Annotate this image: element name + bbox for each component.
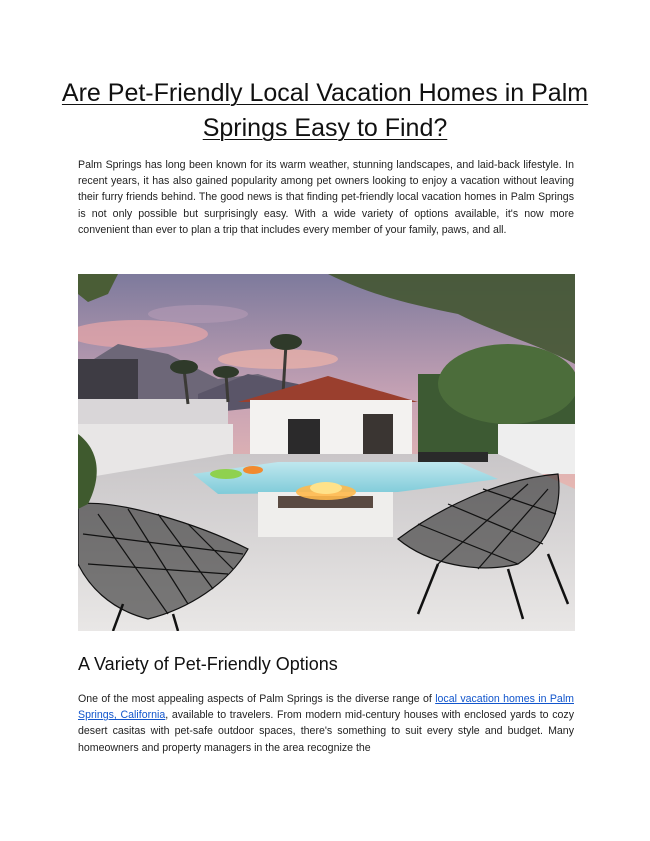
section-heading: A Variety of Pet-Friendly Options <box>78 654 338 674</box>
intro-paragraph: Palm Springs has long been known for its warm weather, stunning landscapes, and laid-back lifestyle. In recent years, it has also gained popularity among pet owners looking to enjoy a vacation without leaving their furry friends behind. The good news is that finding pet-friendly local vacation homes in Palm Springs is not only possible but surprisingly easy. With a wide variety of options available, it's now more convenient than ever to plan a trip that includes every member of your family, paws, and all. <box>78 159 574 236</box>
vacation-homes-link[interactable]: local vacation homes in Palm Springs, California <box>78 693 574 722</box>
section-text-start: One of the most appealing aspects of Palm Springs is the diverse range of <box>78 693 436 705</box>
section-text-end: , available to travelers. From modern mid-century houses with enclosed yards to cozy desert casitas with pet-safe outdoor spaces, there's something to suit every style and budget. Many homeowners and property managers in the area recognize the <box>78 709 574 754</box>
section-paragraph <box>78 691 574 756</box>
article-title: Are Pet-Friendly Local Vacation Homes in Palm Springs Easy to Find? <box>61 79 589 142</box>
vacation-home-photo <box>78 274 575 631</box>
